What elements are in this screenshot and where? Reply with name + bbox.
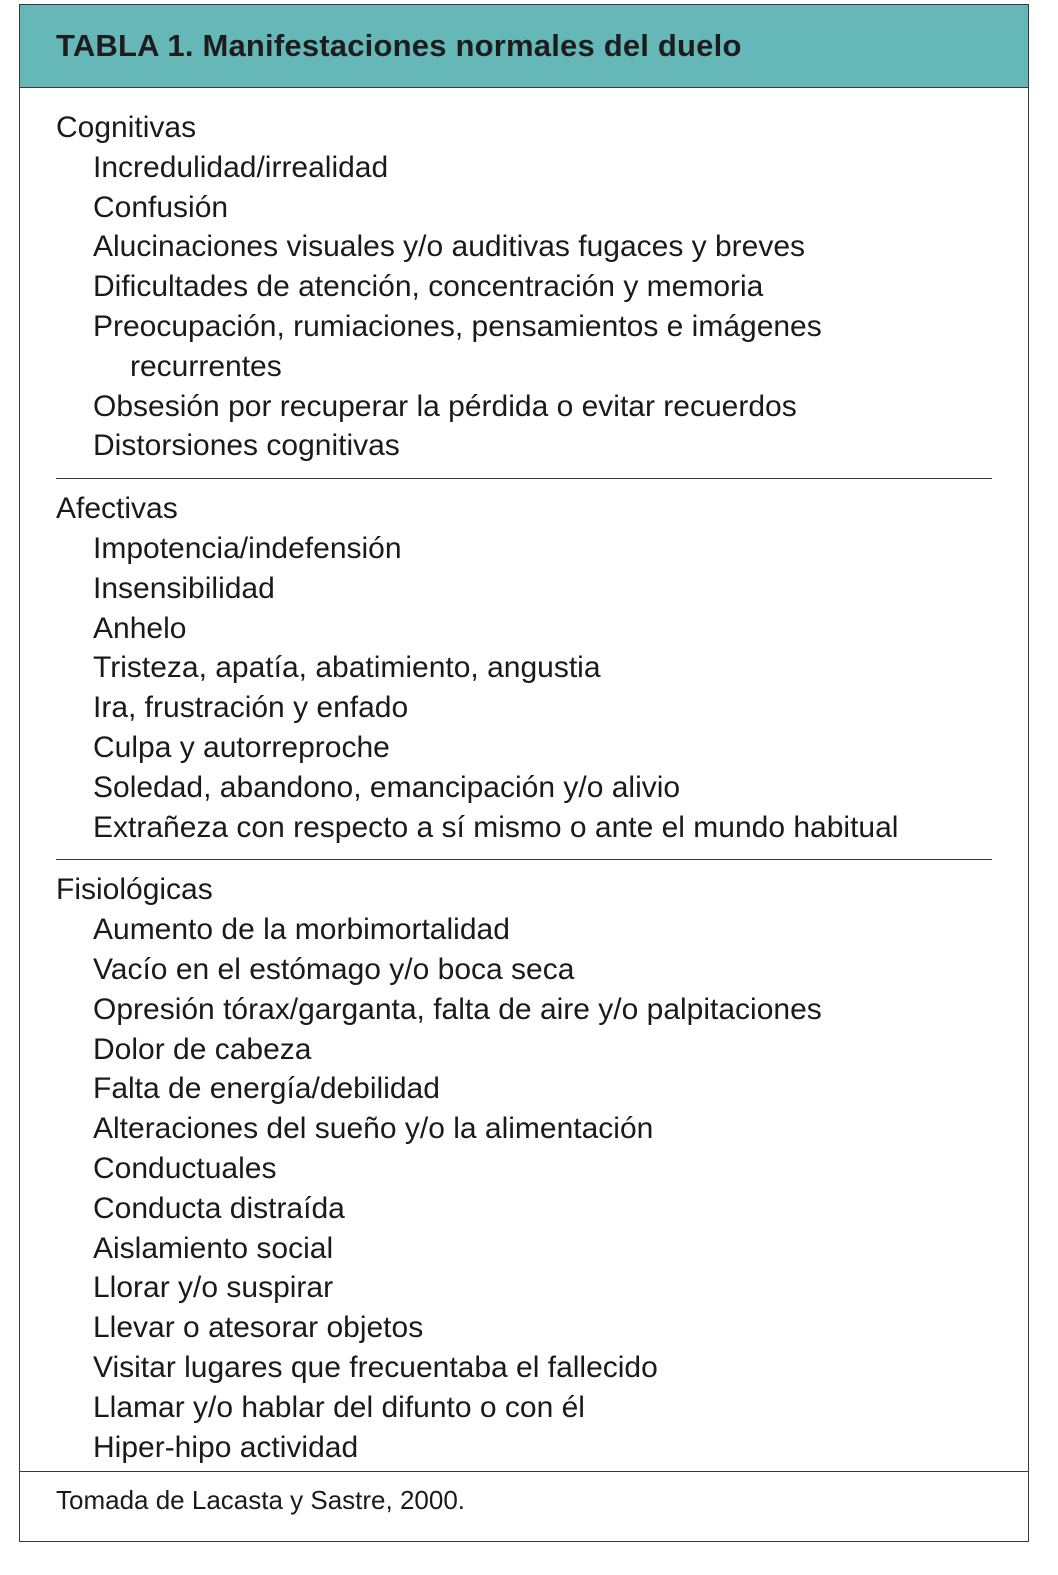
list-item: Conductuales (93, 1151, 277, 1185)
list-item: Incredulidad/irrealidad (93, 150, 389, 184)
list-item: Aumento de la morbimortalidad (93, 913, 510, 947)
list-item: Confusión (93, 190, 229, 224)
list-item: Extrañeza con respecto a sí mismo o ante el mundo habitual (93, 810, 899, 844)
section-heading: Fisiológicas (56, 873, 213, 907)
list-item: Aislamiento social (93, 1231, 334, 1265)
section-heading: Cognitivas (56, 111, 197, 144)
list-item: Opresión tórax/garganta, falta de aire y/o palpitaciones (93, 992, 822, 1026)
list-item: Vacío en el estómago y/o boca seca (93, 952, 575, 986)
list-item: Dificultades de atención, concentración y memoria (93, 270, 764, 304)
table-footer-source: Tomada de Lacasta y Sastre, 2000. (20, 1471, 1028, 1518)
list-item: Insensibilidad (93, 571, 275, 605)
list-item: Alucinaciones visuales y/o auditivas fugaces y breves (93, 230, 806, 264)
list-item: Ira, frustración y enfado (93, 691, 409, 725)
section-fisiologicas (56, 859, 992, 1467)
list-item: Conducta distraída (93, 1191, 345, 1225)
table-title-bar (20, 5, 1028, 88)
list-item: Hiper-hipo actividad (93, 1430, 359, 1464)
list-item: Anhelo (93, 611, 187, 645)
table-title: TABLA 1. Manifestaciones normales del duelo (56, 28, 742, 63)
list-item: Culpa y autorreproche (93, 730, 390, 764)
list-item-continuation: recurrentes (130, 349, 282, 383)
section-afectivas (56, 478, 992, 847)
list-item: Distorsiones cognitivas (93, 429, 400, 463)
list-item: Tristeza, apatía, abatimiento, angustia (93, 651, 601, 685)
list-item: Llevar o atesorar objetos (93, 1311, 424, 1345)
list-item: Llorar y/o suspirar (93, 1271, 334, 1305)
list-item: Falta de energía/debilidad (93, 1072, 440, 1106)
list-item: Llamar y/o hablar del difunto o con él (93, 1390, 585, 1424)
list-item: Dolor de cabeza (93, 1032, 312, 1066)
list-item: Obsesión por recuperar la pérdida o evitar recuerdos (93, 389, 797, 423)
table-frame (19, 4, 1029, 1542)
section-cognitivas (56, 88, 992, 466)
section-heading: Afectivas (56, 492, 178, 526)
list-item: Alteraciones del sueño y/o la alimentación (93, 1112, 654, 1146)
list-item: Soledad, abandono, emancipación y/o alivio (93, 770, 681, 804)
list-item-text: Preocupación, rumiaciones, pensamientos e imágenes (93, 309, 822, 343)
list-item: Impotencia/indefensión (93, 531, 402, 565)
list-item (56, 307, 992, 387)
list-item: Visitar lugares que frecuentaba el fallecido (93, 1350, 658, 1384)
